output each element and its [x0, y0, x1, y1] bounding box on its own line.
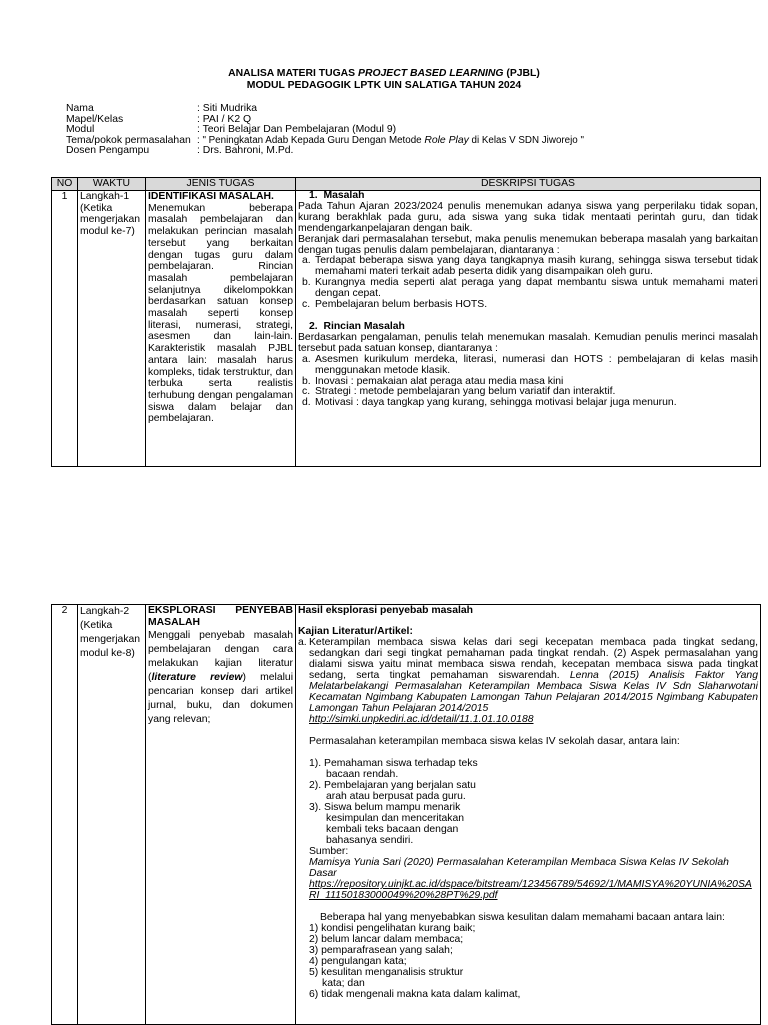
row-no: 1: [52, 191, 78, 467]
list-item: b. Kurangnya media seperti alat peraga yang dapat membantu siswa untuk memahami materi dengan cepat.: [302, 277, 758, 300]
rincian-list: [298, 355, 758, 410]
deskripsi-paragraph: Berdasarkan pengalaman, penulis telah menemukan masalah. Kemudian penulis merinci masalah tersebut pada satuan konsep, diantaranya :: [298, 331, 758, 354]
list-item: d. Motivasi : daya tangkap yang kurang, sehingga motivasi belajar juga menurun.: [302, 397, 677, 409]
row-jenis-tugas: [146, 191, 296, 467]
list-item: 2) belum lancar dalam membaca;: [309, 934, 464, 945]
table-header-row: [52, 178, 761, 191]
row-waktu: Langkah-2 (Ketika mengerjakan modul ke-8): [78, 605, 146, 1025]
list-item: b. Inovasi : pemakaian alat peraga atau media masa kini: [302, 375, 564, 387]
header-waktu: WAKTU: [78, 178, 146, 191]
identity-block: [66, 104, 584, 157]
header-deskripsi-tugas: DESKRIPSI TUGAS: [296, 178, 761, 191]
meta-row-tema: Tema/pokok permasalahan : " Peningkatan Adab Kepada Guru Dengan Metode Role Play di Kelas V SDN Jiworejo ": [66, 134, 584, 146]
list-item: 3) pemparafrasean yang salah;: [309, 945, 453, 956]
kajian-item-a: a. Keterampilan membaca siswa kelas dari segi kecepatan membaca pada tingkat sedang, sedangkan dari segi tingkat pemahaman pada tingkat rendah. (2) Aspek permasalahan yang dialami siswa yaitu minat membaca siswa rendah, kecepatan membaca siswa pada tingkat sedang, serta tingkat pemahaman siswarendah. Lenna (2015) Analisis Faktor Yang Melatarbelakangi Permasalahan Keterampilan Membaca Siswa Kelas IV Sdn Slaharwotani Kecamatan Ngimbang Kabupaten Lamongan Tahun Pelajaran 2014/2015 Ngimbang Kabupaten Lamongan Tahun Pelajaran 2014/2015 http://simki.unpkediri.ac.id/detail/11.1.01.10.0188: [298, 637, 758, 725]
meta-row-modul: Modul : Teori Belajar Dan Pembelajaran (Modul 9): [66, 124, 397, 135]
task-table-2: [51, 604, 761, 1025]
deskripsi-paragraph: Pada Tahun Ajaran 2023/2024 penulis menemukan adanya siswa yang perperilaku tidak sopan, kurang berakhlak pada guru, ada siswa yang suka tidak mentaati perintah guru, dan tidak mendengarkanpelajaran dengan baik.: [298, 200, 758, 234]
list-item: 1). Pemahaman siswa terhadap teks: [309, 758, 478, 769]
deskripsi-title: Hasil eksplorasi penyebab masalah: [298, 605, 473, 616]
sumber-reference: Mamisya Yunia Sari (2020) Permasalahan Keterampilan Membaca Siswa Kelas IV Sekolah Dasar: [309, 857, 729, 879]
list-item: c. Strategi : metode pembelajaran yang belum variatif dan interaktif.: [302, 386, 616, 398]
kajian-heading: Kajian Literatur/Artikel:: [298, 626, 413, 637]
list-item: arah atau berpusat pada guru.: [326, 791, 466, 802]
deskripsi-paragraph: Permasalahan keterampilan membaca siswa kelas IV sekolah dasar, antara lain:: [309, 736, 680, 747]
table-row: [52, 191, 761, 467]
list-item: kata; dan: [322, 978, 365, 989]
list-item: 2). Pembelajaran yang berjalan satu: [309, 780, 476, 791]
document-title-line1: ANALISA MATERI TUGAS PROJECT BASED LEARNING (PJBL): [228, 68, 540, 79]
list-item: bacaan rendah.: [326, 769, 399, 780]
deskripsi-paragraph: Beranjak dari permasalahan tersebut, maka penulis menemukan beberapa masalah yang barkaitan dengan tugas penulis dalam pembelajaran, diantaranya :: [298, 233, 758, 256]
task-table-1: [51, 177, 761, 467]
list-item: 4) pengulangan kata;: [309, 956, 407, 967]
list-item: 3). Siswa belum mampu menarik: [309, 802, 461, 813]
list-item: kembali teks bacaan dengan: [326, 824, 459, 835]
row-no: 2: [52, 605, 78, 1025]
jenis-title: IDENTIFIKASI MASALAH.: [148, 191, 274, 202]
row-deskripsi-tugas: [296, 191, 761, 467]
list-item: 1) kondisi pengelihatan kurang baik;: [309, 923, 476, 934]
list-item: 6) tidak mengenali makna kata dalam kalimat,: [309, 989, 521, 1000]
list-item: a. Terdapat beberapa siswa yang daya tangkapnya masih kurang, sehingga siswa tersebut tidak memahami materi terkait adab peserta didik yang disampaikan oleh guru.: [302, 255, 758, 278]
list-item: a. Asesmen kurikulum merdeka, literasi, numerasi dan HOTS : pembelajaran di kelas masih menggunakan metode klasik.: [302, 353, 758, 376]
row-deskripsi-tugas: [296, 605, 761, 1025]
reference-link[interactable]: https://repository.uinjkt.ac.id/dspace/bitstream/123456789/54692/1/MAMISYA%20YUNIA%20SARI_11150183000049%20%28PT%29.pdf: [309, 879, 752, 901]
list-item: c. Pembelajaran belum berbasis HOTS.: [302, 299, 488, 311]
jenis-body: Menggali penyebab masalah pembelajaran dengan cara melakukan kajian literatur (literature review) melalui pencarian konsep dari artikel jurnal, buku, dan dokumen yang relevan;: [148, 630, 293, 725]
deskripsi-heading-rincian: 2. Rincian Masalah: [309, 320, 405, 332]
list-item: 5) kesulitan menganalisis struktur: [309, 967, 464, 978]
deskripsi-heading-masalah: 1. Masalah: [309, 190, 365, 201]
sumber-label: Sumber:: [309, 846, 349, 857]
row-waktu: Langkah-1 (Ketika mengerjakan modul ke-7): [78, 191, 146, 467]
meta-row-mapel: Mapel/Kelas : PAI / K2 Q: [66, 113, 252, 125]
jenis-body: Menemukan beberapa masalah pembelajaran dan melakukan perincian masalah tersebut yang berkaitan dengan tugas guru dalam pembelajaran. Rincian masalah pembelajaran selanjutnya dikelompokkan berdasarkan satuan konsep masalah seperti konsep literasi, numerasi, strategi, asesmen dan lain-lain. Karakteristik masalah PJBL antara lain: masalah harus kompleks, tidak terstruktur, dan terbuka serta realistis terhubung dengan pengalaman siswa dalam belajar dan pembelajaran.: [148, 202, 293, 425]
table-row: [52, 605, 761, 1025]
meta-row-dosen: Dosen Pengampu : Drs. Bahroni, M.Pd.: [66, 145, 294, 156]
list-item: bahasanya sendiri.: [326, 835, 414, 846]
deskripsi-paragraph: Beberapa hal yang menyebabkan siswa kesulitan dalam memahami bacaan antara lain:: [320, 912, 725, 923]
masalah-list: [298, 256, 758, 311]
row-jenis-tugas: [146, 605, 296, 1025]
meta-row-nama: Nama : Siti Mudrika: [66, 103, 258, 114]
list-item: kesimpulan dan menceritakan: [326, 813, 465, 824]
header-jenis-tugas: JENIS TUGAS: [146, 178, 296, 191]
jenis-title: EKSPLORASI PENYEBAB MASALAH: [148, 605, 293, 628]
document-title-line2: MODUL PEDAGOGIK LPTK UIN SALATIGA TAHUN 2024: [246, 80, 522, 91]
header-no: NO: [52, 178, 78, 191]
reference-link[interactable]: http://simki.unpkediri.ac.id/detail/11.1.01.10.0188: [309, 714, 534, 725]
